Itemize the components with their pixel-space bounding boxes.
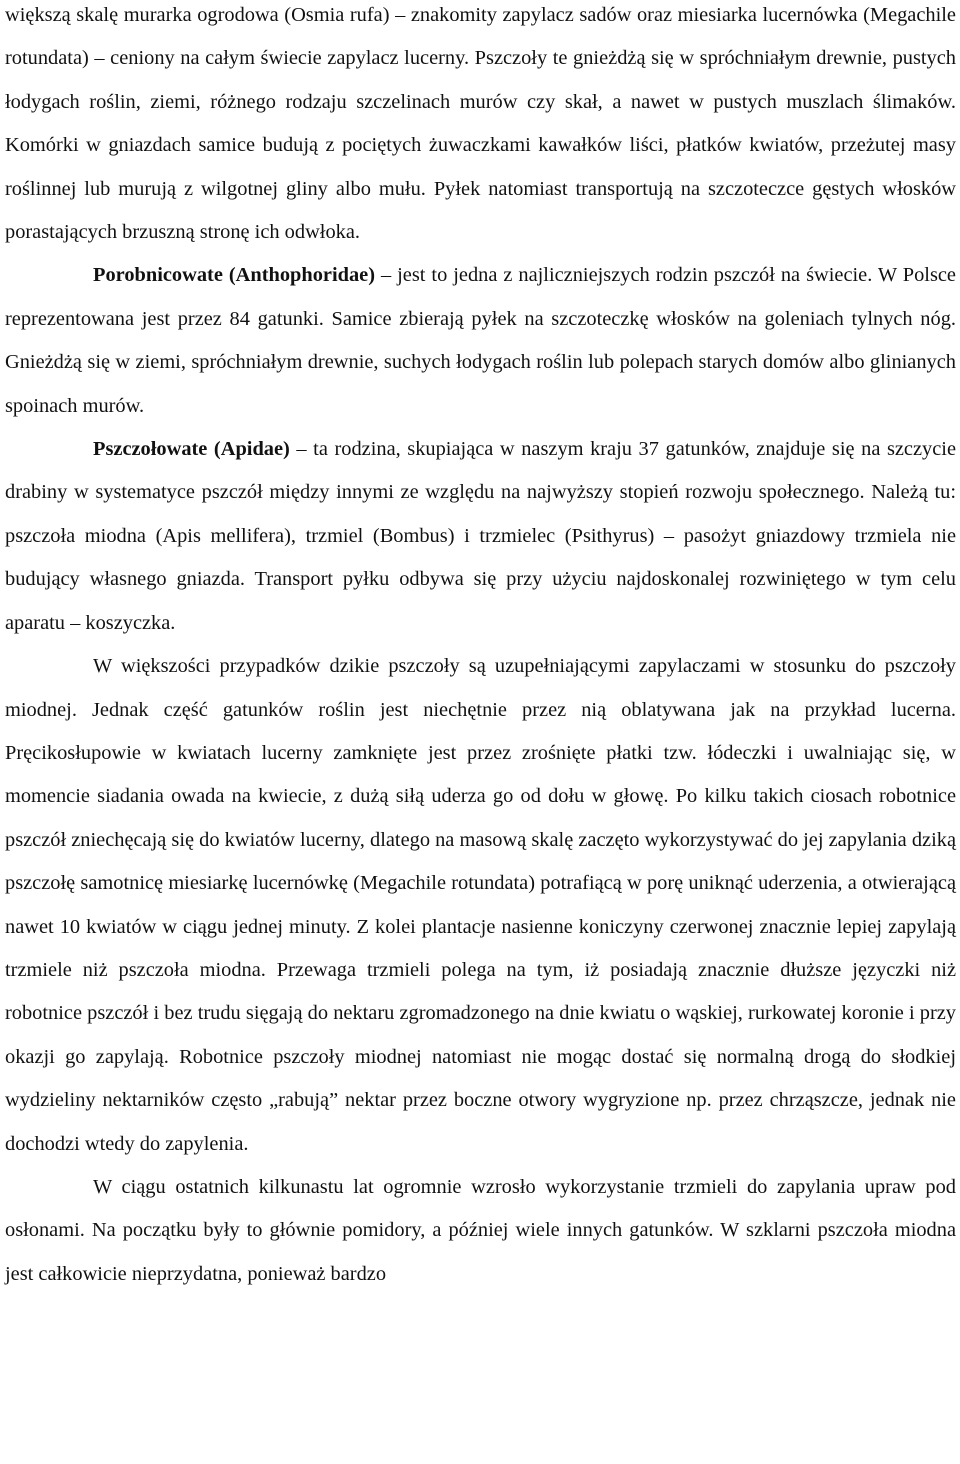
family-term-anthophoridae: Porobnicowate (Anthophoridae) — [93, 264, 375, 287]
paragraph-wild-bees-pollination — [5, 645, 956, 1166]
paragraph-text: – ta rodzina, skupiająca w naszym kraju 37 gatunków, znajduje się na szczycie drabiny w systematyce pszczół między innymi ze względu na najwyższy stopień rozwoju społecznego. Należą tu: pszczoła miodna (Apis mellifera), trzmiel (Bombus) i trzmielec (Psithyrus) – pasożyt gniazdowy trzmiela nie budujący własnego gniazda. Transport pyłku odbywa się przy użyciu najdoskonalej rozwiniętego w tym celu aparatu – koszyczka. — [5, 438, 956, 634]
family-term-apidae: Pszczołowate (Apidae) — [93, 438, 290, 461]
paragraph-text: większą skalę murarka ogrodowa (Osmia rufa) – znakomity zapylacz sadów oraz miesiarka lucernówka (Megachile rotundata) – ceniony na całym świecie zapylacz lucerny. Pszczoły te gnieżdżą się w spróchniałym drewnie, pustych łodygach roślin, ziemi, różnego rodzaju szczelinach murów czy skał, a nawet w pustych muszlach ślimaków. Komórki w gniazdach samice budują z pociętych żuwaczkami kawałków liści, płatków kwiatów, przeżutej masy roślinnej lub murują z wilgotnej gliny albo mułu. Pyłek natomiast transportują na szczoteczce gęstych włosków porastających brzuszną stronę ich odwłoka. — [5, 4, 956, 244]
paragraph-anthophoridae — [5, 254, 956, 428]
paragraph-bumblebees-greenhouse — [5, 1166, 956, 1296]
paragraph-text: W większości przypadków dzikie pszczoły są uzupełniającymi zapylaczami w stosunku do pszczoły miodnej. Jednak część gatunków roślin jest niechętnie przez nią oblatywana jak na przykład lucerna. Pręcikosłupowie w kwiatach lucerny zamknięte jest przez zrośnięte płatki tzw. łódeczki i uwalniając się, w momencie siadania owada na kwiecie, z dużą siłą uderza go od dołu w głowę. Po kilku takich ciosach robotnice pszczół zniechęcają się do kwiatów lucerny, dlatego na masową skalę zaczęto wykorzystywać do jej zapylania dziką pszczołę samotnicę miesiarkę lucernówkę (Megachile rotundata) potrafiącą w porę uniknąć uderzenia, a otwierającą nawet 10 kwiatów w ciągu jednej minuty. Z kolei plantacje nasienne koniczyny czerwonej znacznie lepiej zapylają trzmiele niż pszczoła miodna. Przewaga trzmieli polega na tym, iż posiadają znacznie dłuższe języczki niż robotnice pszczół i bez trudu sięgają do nektaru zgromadzonego na dnie kwiatu o wąskiej, rurkowatej koronie i przy okazji go zapylają. Robotnice pszczoły miodnej natomiast nie mogąc dostać się normalną drogą do słodkiej wydzieliny nektarników często „rabują” nektar przez boczne otwory wygryzione np. przez chrząszcze, jednak nie dochodzi wtedy do zapylenia. — [5, 655, 956, 1155]
paragraph-osmia-megachile — [5, 0, 956, 254]
paragraph-text: W ciągu ostatnich kilkunastu lat ogromnie wzrosło wykorzystanie trzmieli do zapylania upraw pod osłonami. Na początku były to głównie pomidory, a później wiele innych gatunków. W szklarni pszczoła miodna jest całkowicie nieprzydatna, ponieważ bardzo — [5, 1175, 956, 1285]
paragraph-apidae — [5, 428, 956, 645]
paragraph-text: – jest to jedna z najliczniejszych rodzin pszczół na świecie. W Polsce reprezentowana jest przez 84 gatunki. Samice zbierają pyłek na szczoteczkę włosków na goleniach tylnych nóg. Gnieżdżą się w ziemi, spróchniałym drewnie, suchych łodygach roślin lub polepach starych domów albo glinianych spoinach murów. — [5, 264, 956, 417]
document-page — [5, 0, 956, 1296]
